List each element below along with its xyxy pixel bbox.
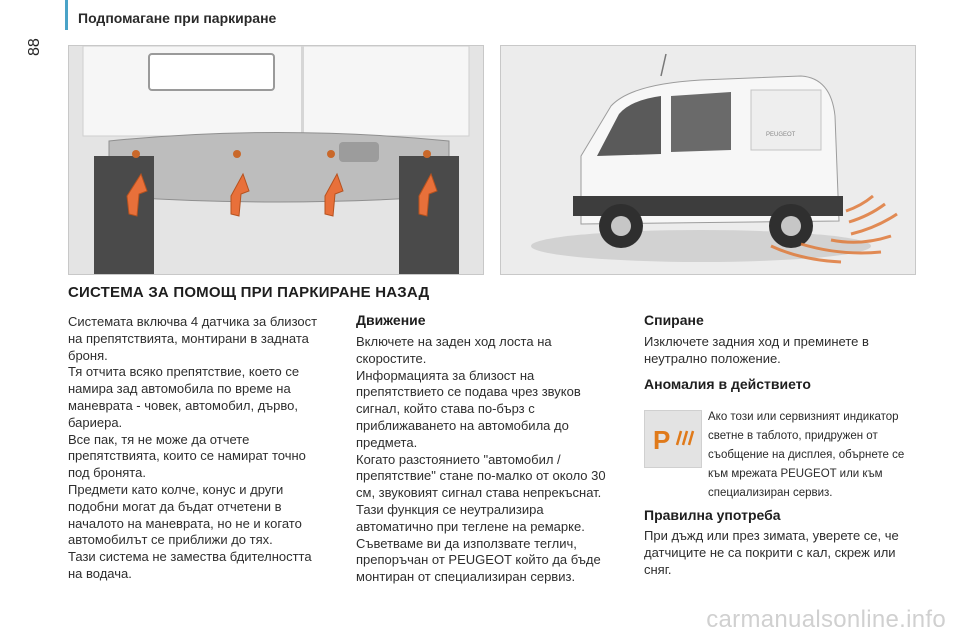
rules-paragraph: При дъжд или през зимата, уверете се, че датчиците не са покрити с кал, скреж или сняг. [644, 528, 899, 577]
signal-wave-icon [689, 431, 693, 445]
anomaly-text: Ако този или сервизният индикатор светне в таблото, придружен от съобщение на дисплея, обърнете се към мрежата PEUGEOT или към специализиран сервиз. [708, 411, 905, 499]
parking-warning-svg [645, 411, 701, 467]
van-illustration [500, 45, 916, 275]
section-title: СИСТЕМА ЗА ПОМОЩ ПРИ ПАРКИРАНЕ НАЗАД [68, 284, 430, 301]
header-accent-bar [65, 0, 68, 30]
intro-paragraph: Системата включва 4 датчика за близост на препятствията, монтирани в задната броня. [68, 314, 318, 363]
stopping-column [644, 334, 914, 368]
intro-column [68, 314, 328, 583]
page-header: Подпомагане при паркиране [78, 10, 277, 26]
movement-paragraph: Тази функция се неутрализира автоматично при теглене на ремарке. Съветваме ви да използвате теглич, препоръчан от PEUGEOT който да бъде монтиран от специализиран сервиз. [356, 501, 601, 585]
stopping-heading: Спиране [644, 312, 704, 328]
stopping-paragraph: Изключете задния ход и преминете в неутрално положение. [644, 334, 869, 366]
sensor-3 [327, 150, 335, 158]
signal-wave-icon [683, 431, 687, 445]
page-number: 88 [26, 38, 43, 56]
intro-paragraph: Тази система не замества бдителността на водача. [68, 549, 312, 581]
parking-p-icon: P [653, 425, 671, 455]
sensor-2 [233, 150, 241, 158]
intro-paragraph: Все пак, тя не може да отчете препятствията, които се намират точно под бронята. [68, 431, 306, 481]
movement-paragraph: Когато разстоянието "автомобил / препятствие" стане по-малко от около 30 см, звуковият сигнал става непрекъснат. [356, 451, 606, 501]
parking-warning-icon [644, 410, 702, 468]
sensor-4 [423, 150, 431, 158]
intro-paragraph: Тя отчита всяко препятствие, което се намира зад автомобила по време на маневрата - човек, автомобил, дърво, бариера. [68, 364, 300, 430]
intro-paragraph: Предмети като колче, конус и други подобни могат да бъдат отчетени в началото на маневрата, но не и когато автомобилът се приближи до тях. [68, 481, 302, 548]
movement-paragraph: Информацията за близост на препятствието се подава чрез звуков сигнал, който става по-бърз с приближаването на автомобила до предмета. [356, 367, 581, 450]
movement-paragraph: Включете на заден ход лоста на скоростите. [356, 334, 552, 366]
van-svg [501, 46, 915, 274]
rules-column [644, 528, 919, 578]
sensor-1 [132, 150, 140, 158]
signal-wave-icon [677, 431, 681, 445]
van-badge: PEUGEOT [766, 132, 796, 138]
rules-heading: Правилна употреба [644, 507, 781, 523]
rear-bumper-svg [69, 46, 483, 274]
anomaly-heading: Аномалия в действието [644, 376, 811, 392]
watermark: carmanualsonline.info [706, 606, 946, 633]
movement-heading: Движение [356, 312, 426, 328]
rear-bumper-illustration [68, 45, 484, 275]
movement-column [356, 334, 606, 586]
